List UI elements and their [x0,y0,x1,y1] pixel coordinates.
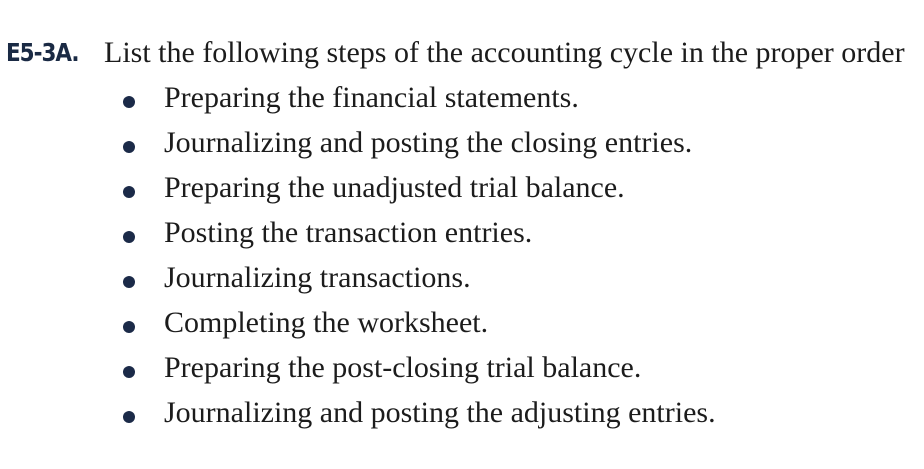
step-text: Journalizing transactions. [164,261,471,294]
list-item [0,79,920,124]
exercise-prompt: List the following steps of the accounting cycle in the proper order [104,36,905,69]
list-item [0,259,920,304]
bullet-icon [123,366,135,378]
list-item [0,304,920,349]
bullet-icon [123,411,135,423]
bullet-icon [123,276,135,288]
exercise-header [6,30,924,86]
bullet-icon [123,231,135,243]
step-text: Journalizing and posting the closing entries. [164,126,693,159]
list-item [0,214,920,259]
list-item [0,394,920,439]
bullet-icon [123,321,135,333]
bullet-icon [123,96,135,108]
step-text: Posting the transaction entries. [164,216,533,249]
exercise-number: E5-3A. [6,38,79,67]
bullet-icon [123,141,135,153]
list-item [0,169,920,214]
bullet-icon [123,186,135,198]
list-item [0,124,920,169]
step-text: Preparing the post-closing trial balance. [164,351,642,384]
step-text: Preparing the unadjusted trial balance. [164,171,625,204]
step-text: Preparing the financial statements. [164,81,579,114]
list-item [0,349,920,394]
step-text: Journalizing and posting the adjusting entries. [164,396,716,429]
accounting-steps-list [0,79,920,439]
step-text: Completing the worksheet. [164,306,489,339]
